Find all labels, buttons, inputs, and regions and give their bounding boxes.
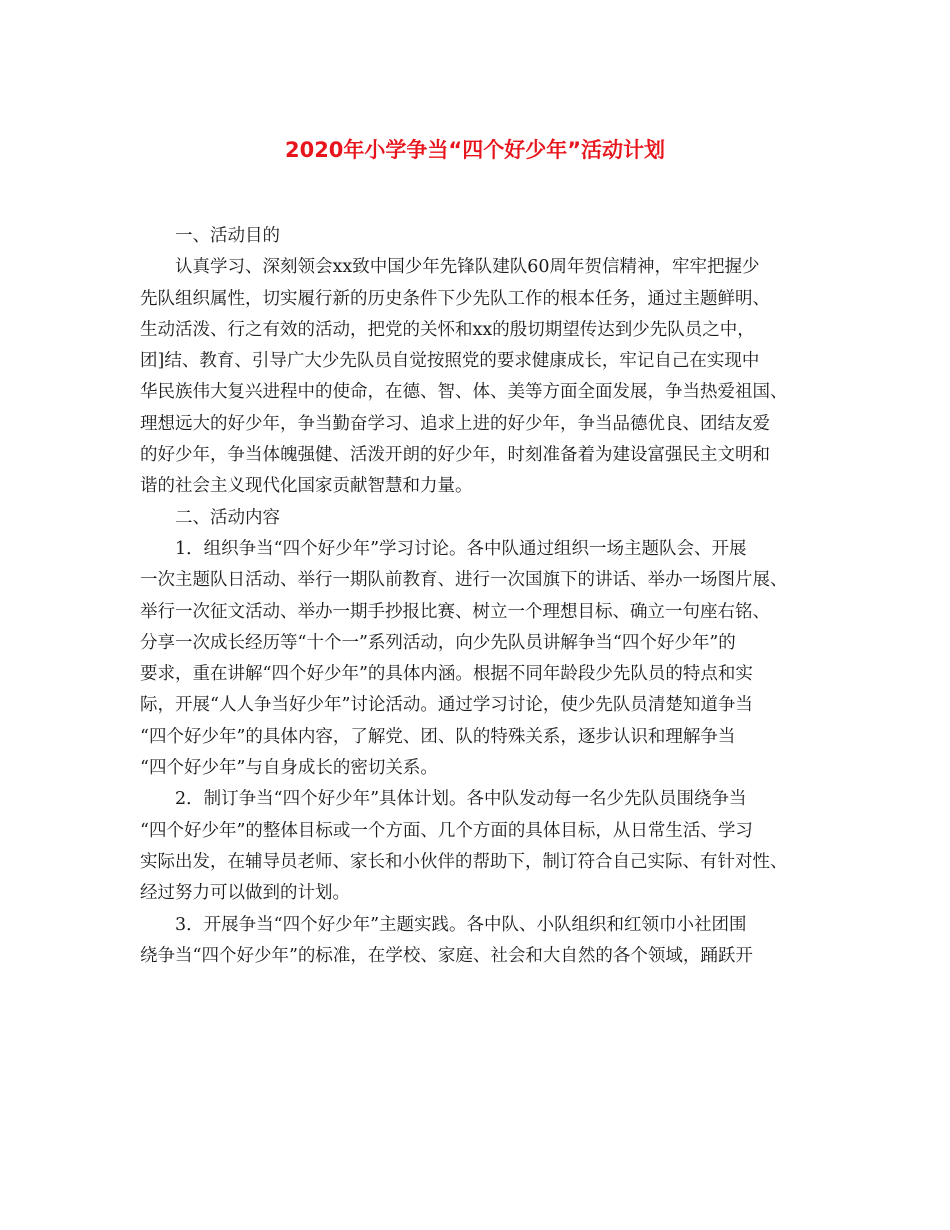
paragraph-line: 谐的社会主义现代化国家贡献智慧和力量。 [140,476,473,497]
paragraph-line: 分享一次成长经历等“十个一”系列活动，向少先队员讲解争当“四个好少年”的 [140,632,736,653]
paragraph-line: 际，开展“人人争当好少年”讨论活动。通过学习讨论，使少先队员清楚知道争当 [140,695,753,716]
section-heading: 一、活动目的 [175,226,280,246]
paragraph-line: 华民族伟大复兴进程中的使命，在德、智、体、美等方面全面发展，争当热爱祖国、 [140,382,788,403]
paragraph-line: 实际出发，在辅导员老师、家长和小伙伴的帮助下，制订符合自己实际、有针对性、 [140,851,788,872]
paragraph-line: 认真学习、深刻领会xx致中国少年先锋队建队60周年贺信精神，牢牢把握少 [175,257,760,278]
paragraph-line: 经过努力可以做到的计划。 [140,883,350,904]
paragraph-line: 2．制订争当“四个好少年”具体计划。各中队发动每一名少先队员围绕争当 [175,789,747,810]
paragraph-line: 1．组织争当“四个好少年”学习讨论。各中队通过组织一场主题队会、开展 [175,538,747,559]
paragraph-line: 3．开展争当“四个好少年”主题实践。各中队、小队组织和红领巾小社团围 [175,914,747,935]
paragraph-line: 理想远大的好少年，争当勤奋学习、追求上进的好少年，争当品德优良、团结友爱 [140,413,770,434]
paragraph-line: 先队组织属性，切实履行新的历史条件下少先队工作的根本任务，通过主题鲜明、 [140,288,770,309]
paragraph-line: 举行一次征文活动、举办一期手抄报比赛、树立一个理想目标、确立一句座右铭、 [140,601,770,622]
paragraph-line: 一次主题队日活动、举行一期队前教育、进行一次国旗下的讲话、举办一场图片展、 [140,570,788,591]
document-title: 2020年小学争当“四个好少年”活动计划 [284,138,666,162]
paragraph-line: 的好少年，争当体魄强健、活泼开朗的好少年，时刻准备着为建设富强民主文明和 [140,445,770,466]
paragraph-line: 绕争当“四个好少年”的标准，在学校、家庭、社会和大自然的各个领域，踊跃开 [140,945,753,966]
paragraph-line: “四个好少年”的具体内容，了解党、团、队的特殊关系，逐步认识和理解争当 [140,726,736,747]
paragraph-line: 要求，重在讲解“四个好少年”的具体内涵。根据不同年龄段少先队员的特点和实 [140,664,753,685]
paragraph-line: “四个好少年”与自身成长的密切关系。 [140,758,438,779]
section-heading: 二、活动内容 [175,507,280,528]
document-body [140,221,816,972]
paragraph-line: “四个好少年”的整体目标或一个方面、几个方面的具体目标，从日常生活、学习 [140,820,753,841]
paragraph-line: 团]结、教育、引导广大少先队员自觉按照党的要求健康成长，牢记自己在实现中 [140,351,760,372]
paragraph-line: 生动活泼、行之有效的活动，把党的关怀和xx的殷切期望传达到少先队员之中， [140,319,755,340]
